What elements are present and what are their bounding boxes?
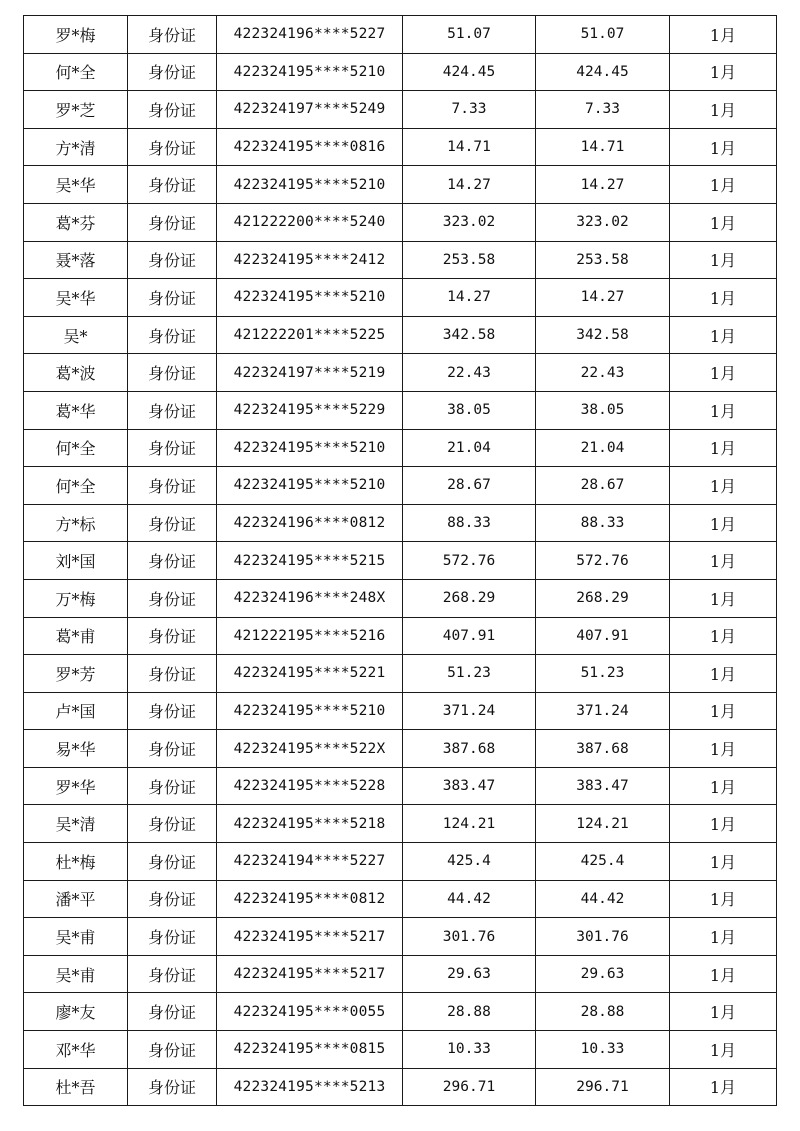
id-number-cell: 422324195****0816 (217, 128, 403, 166)
id-number-cell: 422324195****5210 (217, 279, 403, 317)
amount-cell: 44.42 (403, 880, 536, 918)
amount-cell: 253.58 (403, 241, 536, 279)
name-cell: 吴*甫 (24, 918, 128, 956)
amount-paid-cell: 22.43 (536, 354, 670, 392)
id-number-cell: 422324197****5249 (217, 91, 403, 129)
id-type-cell: 身份证 (128, 955, 217, 993)
amount-cell: 371.24 (403, 692, 536, 730)
id-number-cell: 422324197****5219 (217, 354, 403, 392)
id-type-cell: 身份证 (128, 166, 217, 204)
id-type-cell: 身份证 (128, 16, 217, 54)
name-cell: 葛*波 (24, 354, 128, 392)
id-number-cell: 422324194****5227 (217, 843, 403, 881)
amount-cell: 28.88 (403, 993, 536, 1031)
amount-paid-cell: 14.71 (536, 128, 670, 166)
amount-paid-cell: 296.71 (536, 1068, 670, 1106)
amount-paid-cell: 572.76 (536, 542, 670, 580)
name-cell: 何*全 (24, 53, 128, 91)
table-row (24, 279, 777, 317)
name-cell: 罗*芝 (24, 91, 128, 129)
id-type-cell: 身份证 (128, 128, 217, 166)
amount-paid-cell: 342.58 (536, 316, 670, 354)
id-number-cell: 422324195****5229 (217, 391, 403, 429)
amount-paid-cell: 14.27 (536, 166, 670, 204)
name-cell: 吴*华 (24, 166, 128, 204)
id-type-cell: 身份证 (128, 203, 217, 241)
id-number-cell: 422324195****5210 (217, 53, 403, 91)
name-cell: 何*全 (24, 429, 128, 467)
name-cell: 杜*吾 (24, 1068, 128, 1106)
amount-paid-cell: 7.33 (536, 91, 670, 129)
amount-paid-cell: 44.42 (536, 880, 670, 918)
month-cell: 1月 (670, 805, 777, 843)
amount-cell: 424.45 (403, 53, 536, 91)
amount-paid-cell: 383.47 (536, 767, 670, 805)
table-row (24, 354, 777, 392)
table-row (24, 53, 777, 91)
id-number-cell: 422324195****5221 (217, 655, 403, 693)
amount-cell: 10.33 (403, 1031, 536, 1069)
name-cell: 葛*甫 (24, 617, 128, 655)
table-row (24, 241, 777, 279)
amount-cell: 296.71 (403, 1068, 536, 1106)
table-row (24, 128, 777, 166)
id-type-cell: 身份证 (128, 91, 217, 129)
amount-paid-cell: 253.58 (536, 241, 670, 279)
table-row (24, 542, 777, 580)
amount-cell: 383.47 (403, 767, 536, 805)
amount-paid-cell: 371.24 (536, 692, 670, 730)
month-cell: 1月 (670, 53, 777, 91)
id-type-cell: 身份证 (128, 692, 217, 730)
amount-cell: 14.71 (403, 128, 536, 166)
table-row (24, 429, 777, 467)
id-type-cell: 身份证 (128, 1031, 217, 1069)
id-number-cell: 421222200****5240 (217, 203, 403, 241)
month-cell: 1月 (670, 579, 777, 617)
id-type-cell: 身份证 (128, 805, 217, 843)
table-row (24, 166, 777, 204)
month-cell: 1月 (670, 354, 777, 392)
month-cell: 1月 (670, 617, 777, 655)
name-cell: 潘*平 (24, 880, 128, 918)
id-number-cell: 421222195****5216 (217, 617, 403, 655)
amount-cell: 407.91 (403, 617, 536, 655)
month-cell: 1月 (670, 241, 777, 279)
amount-cell: 21.04 (403, 429, 536, 467)
id-type-cell: 身份证 (128, 391, 217, 429)
table-row (24, 955, 777, 993)
month-cell: 1月 (670, 279, 777, 317)
name-cell: 罗*华 (24, 767, 128, 805)
table-row (24, 391, 777, 429)
name-cell: 杜*梅 (24, 843, 128, 881)
amount-cell: 14.27 (403, 166, 536, 204)
table-row (24, 617, 777, 655)
id-number-cell: 422324195****5210 (217, 166, 403, 204)
month-cell: 1月 (670, 655, 777, 693)
id-number-cell: 421222201****5225 (217, 316, 403, 354)
id-number-cell: 422324195****5215 (217, 542, 403, 580)
amount-cell: 7.33 (403, 91, 536, 129)
amount-paid-cell: 424.45 (536, 53, 670, 91)
month-cell: 1月 (670, 918, 777, 956)
id-type-cell: 身份证 (128, 53, 217, 91)
table-row (24, 692, 777, 730)
month-cell: 1月 (670, 128, 777, 166)
id-number-cell: 422324195****522X (217, 730, 403, 768)
id-number-cell: 422324195****5213 (217, 1068, 403, 1106)
id-type-cell: 身份证 (128, 730, 217, 768)
amount-cell: 572.76 (403, 542, 536, 580)
amount-paid-cell: 425.4 (536, 843, 670, 881)
amount-cell: 22.43 (403, 354, 536, 392)
id-type-cell: 身份证 (128, 429, 217, 467)
id-number-cell: 422324196****248X (217, 579, 403, 617)
id-type-cell: 身份证 (128, 880, 217, 918)
table-row (24, 91, 777, 129)
name-cell: 聂*落 (24, 241, 128, 279)
table-row (24, 316, 777, 354)
id-number-cell: 422324195****0812 (217, 880, 403, 918)
id-type-cell: 身份证 (128, 241, 217, 279)
table-row (24, 504, 777, 542)
name-cell: 万*梅 (24, 579, 128, 617)
amount-paid-cell: 124.21 (536, 805, 670, 843)
amount-paid-cell: 407.91 (536, 617, 670, 655)
table-body (24, 16, 777, 1106)
month-cell: 1月 (670, 16, 777, 54)
id-type-cell: 身份证 (128, 467, 217, 505)
table-row (24, 1068, 777, 1106)
table-row (24, 880, 777, 918)
table-row (24, 16, 777, 54)
month-cell: 1月 (670, 843, 777, 881)
month-cell: 1月 (670, 730, 777, 768)
name-cell: 罗*梅 (24, 16, 128, 54)
name-cell: 吴*甫 (24, 955, 128, 993)
id-type-cell: 身份证 (128, 767, 217, 805)
table-row (24, 655, 777, 693)
name-cell: 葛*芬 (24, 203, 128, 241)
amount-paid-cell: 10.33 (536, 1031, 670, 1069)
table-row (24, 993, 777, 1031)
table-row (24, 918, 777, 956)
amount-paid-cell: 28.88 (536, 993, 670, 1031)
name-cell: 何*全 (24, 467, 128, 505)
month-cell: 1月 (670, 993, 777, 1031)
id-number-cell: 422324195****5217 (217, 955, 403, 993)
amount-cell: 29.63 (403, 955, 536, 993)
amount-paid-cell: 21.04 (536, 429, 670, 467)
amount-paid-cell: 301.76 (536, 918, 670, 956)
name-cell: 卢*国 (24, 692, 128, 730)
month-cell: 1月 (670, 429, 777, 467)
id-type-cell: 身份证 (128, 354, 217, 392)
month-cell: 1月 (670, 1068, 777, 1106)
id-type-cell: 身份证 (128, 279, 217, 317)
month-cell: 1月 (670, 316, 777, 354)
id-type-cell: 身份证 (128, 316, 217, 354)
month-cell: 1月 (670, 504, 777, 542)
name-cell: 邓*华 (24, 1031, 128, 1069)
id-type-cell: 身份证 (128, 504, 217, 542)
table-row (24, 805, 777, 843)
id-type-cell: 身份证 (128, 918, 217, 956)
month-cell: 1月 (670, 955, 777, 993)
table-row (24, 579, 777, 617)
name-cell: 吴* (24, 316, 128, 354)
id-type-cell: 身份证 (128, 579, 217, 617)
name-cell: 葛*华 (24, 391, 128, 429)
amount-cell: 301.76 (403, 918, 536, 956)
name-cell: 方*标 (24, 504, 128, 542)
id-type-cell: 身份证 (128, 542, 217, 580)
month-cell: 1月 (670, 203, 777, 241)
id-type-cell: 身份证 (128, 843, 217, 881)
amount-paid-cell: 387.68 (536, 730, 670, 768)
amount-cell: 268.29 (403, 579, 536, 617)
amount-paid-cell: 323.02 (536, 203, 670, 241)
name-cell: 吴*华 (24, 279, 128, 317)
amount-cell: 51.23 (403, 655, 536, 693)
amount-cell: 38.05 (403, 391, 536, 429)
id-number-cell: 422324196****5227 (217, 16, 403, 54)
id-number-cell: 422324196****0812 (217, 504, 403, 542)
month-cell: 1月 (670, 391, 777, 429)
amount-paid-cell: 51.07 (536, 16, 670, 54)
id-number-cell: 422324195****5217 (217, 918, 403, 956)
month-cell: 1月 (670, 767, 777, 805)
amount-paid-cell: 38.05 (536, 391, 670, 429)
id-number-cell: 422324195****5210 (217, 467, 403, 505)
name-cell: 易*华 (24, 730, 128, 768)
amount-cell: 387.68 (403, 730, 536, 768)
id-type-cell: 身份证 (128, 655, 217, 693)
name-cell: 罗*芳 (24, 655, 128, 693)
id-number-cell: 422324195****5210 (217, 692, 403, 730)
table-row (24, 730, 777, 768)
name-cell: 刘*国 (24, 542, 128, 580)
amount-paid-cell: 29.63 (536, 955, 670, 993)
data-table (23, 15, 777, 1106)
id-number-cell: 422324195****5210 (217, 429, 403, 467)
table-row (24, 843, 777, 881)
amount-paid-cell: 51.23 (536, 655, 670, 693)
amount-cell: 14.27 (403, 279, 536, 317)
table-row (24, 467, 777, 505)
amount-paid-cell: 14.27 (536, 279, 670, 317)
name-cell: 廖*友 (24, 993, 128, 1031)
amount-paid-cell: 28.67 (536, 467, 670, 505)
table-row (24, 203, 777, 241)
month-cell: 1月 (670, 166, 777, 204)
month-cell: 1月 (670, 467, 777, 505)
id-type-cell: 身份证 (128, 617, 217, 655)
id-number-cell: 422324195****5228 (217, 767, 403, 805)
id-number-cell: 422324195****0815 (217, 1031, 403, 1069)
month-cell: 1月 (670, 542, 777, 580)
name-cell: 吴*清 (24, 805, 128, 843)
id-number-cell: 422324195****0055 (217, 993, 403, 1031)
amount-cell: 51.07 (403, 16, 536, 54)
table-row (24, 1031, 777, 1069)
id-type-cell: 身份证 (128, 993, 217, 1031)
name-cell: 方*清 (24, 128, 128, 166)
amount-paid-cell: 268.29 (536, 579, 670, 617)
id-number-cell: 422324195****2412 (217, 241, 403, 279)
amount-cell: 28.67 (403, 467, 536, 505)
amount-cell: 88.33 (403, 504, 536, 542)
table-row (24, 767, 777, 805)
month-cell: 1月 (670, 880, 777, 918)
month-cell: 1月 (670, 692, 777, 730)
id-type-cell: 身份证 (128, 1068, 217, 1106)
id-number-cell: 422324195****5218 (217, 805, 403, 843)
month-cell: 1月 (670, 91, 777, 129)
amount-cell: 323.02 (403, 203, 536, 241)
amount-cell: 425.4 (403, 843, 536, 881)
amount-cell: 342.58 (403, 316, 536, 354)
month-cell: 1月 (670, 1031, 777, 1069)
amount-paid-cell: 88.33 (536, 504, 670, 542)
amount-cell: 124.21 (403, 805, 536, 843)
